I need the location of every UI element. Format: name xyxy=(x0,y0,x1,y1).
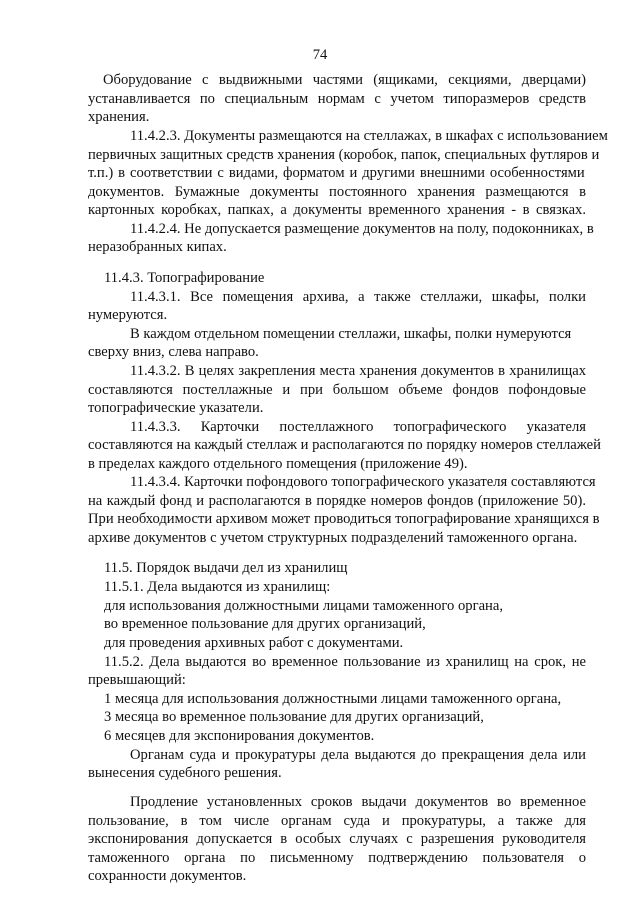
text-line: 11.4.3.1. Все помещения архива, а также стеллажи, шкафы, полки xyxy=(130,289,586,305)
text-line: превышающий: xyxy=(88,672,186,688)
text-line: картонных коробках, папках, а документы временного хранения - в связках. xyxy=(88,202,586,218)
text-line: для проведения архивных работ с документами. xyxy=(104,635,404,651)
text-line: т.п.) в соответствии с видами, форматом и другими внешними особенностями xyxy=(88,165,585,181)
text-line: документов. Бумажные документы постоянного хранения размещаются в xyxy=(88,184,586,200)
text-line: 11.4.2.3. Документы размещаются на стеллажах, в шкафах с использованием xyxy=(130,128,608,144)
text-line: В каждом отдельном помещении стеллажи, шкафы, полки нумеруются xyxy=(130,326,572,342)
text-line: нумеруются. xyxy=(88,307,168,323)
text-line: на каждый фонд и располагаются в порядке номеров фондов (приложение 50). xyxy=(88,493,586,509)
text-line: Оборудование с выдвижными частями (ящиками, секциями, дверцами) xyxy=(103,72,586,88)
text-line: пользование, в том числе органам суда и прокуратуры, а также для xyxy=(88,813,586,829)
text-line: При необходимости архивом может проводиться топографирование хранящихся в xyxy=(88,511,600,527)
text-line: 11.4.3. Топографирование xyxy=(104,270,265,286)
text-line: 11.4.3.4. Карточки пофондового топографического указателя составляются xyxy=(130,474,596,490)
text-line: составляются на каждый стеллаж и располагаются по порядку номеров стеллажей xyxy=(88,437,601,453)
text-line: экспонирования допускается в особых случаях с разрешения руководителя xyxy=(88,831,586,847)
text-line: хранения. xyxy=(88,109,150,125)
text-line: таможенного органа по письменному подтверждению пользователя о xyxy=(88,850,586,866)
text-line: 6 месяцев для экспонирования документов. xyxy=(104,728,375,744)
text-line: для использования должностными лицами таможенного органа, xyxy=(104,598,503,614)
text-line: 11.4.3.3. Карточки постеллажного топографического указателя xyxy=(130,419,586,435)
text-line: 11.5. Порядок выдачи дел из хранилищ xyxy=(104,560,348,576)
text-line: сверху вниз, слева направо. xyxy=(88,344,259,360)
text-line: в пределах каждого отдельного помещения (приложение 49). xyxy=(88,456,468,472)
text-line: неразобранных кипах. xyxy=(88,239,227,255)
text-line: 11.4.2.4. Не допускается размещение документов на полу, подоконниках, в xyxy=(130,221,594,237)
text-line: вынесения судебного решения. xyxy=(88,765,282,781)
text-line: 3 месяца во временное пользование для других организаций, xyxy=(104,709,484,725)
text-line: Продление установленных сроков выдачи документов во временное xyxy=(130,794,586,810)
text-line: 11.5.2. Дела выдаются во временное пользование из хранилищ на срок, не xyxy=(104,654,586,670)
text-line: 11.4.3.2. В целях закрепления места хранения документов в хранилищах xyxy=(130,363,586,379)
text-line: топографические указатели. xyxy=(88,400,264,416)
text-line: 1 месяца для использования должностными лицами таможенного органа, xyxy=(104,691,562,707)
text-line: Органам суда и прокуратуры дела выдаются до прекращения дела или xyxy=(130,747,586,763)
text-line: устанавливается по специальным нормам с учетом типоразмеров средств xyxy=(88,91,586,107)
page-number: 74 xyxy=(312,47,328,63)
text-line: сохранности документов. xyxy=(88,868,247,884)
text-line: 11.5.1. Дела выдаются из хранилищ: xyxy=(104,579,331,595)
text-line: первичных защитных средств хранения (коробок, папок, специальных футляров и xyxy=(88,147,600,163)
text-line: во временное пользование для других организаций, xyxy=(104,616,426,632)
text-line: архиве документов с учетом структурных подразделений таможенного органа. xyxy=(88,530,578,546)
text-line: составляются постеллажные и при большом объеме фондов пофондовые xyxy=(88,382,586,398)
